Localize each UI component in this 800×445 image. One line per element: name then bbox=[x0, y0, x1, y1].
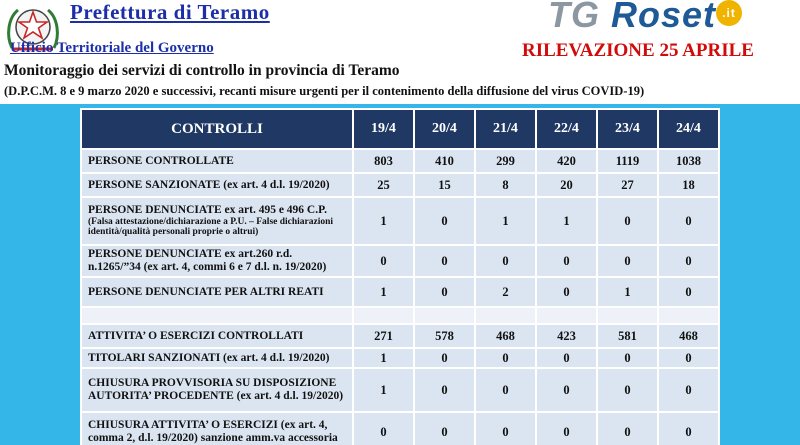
row-label: PERSONE SANZIONATE (ex art. 4 d.l. 19/2020) bbox=[81, 173, 353, 197]
table-cell: 0 bbox=[414, 245, 475, 277]
row-label: CHIUSURA ATTIVITA’ O ESERCIZI (ex art. 4, comma 2, d.l. 19/2020) sanzione amm.va accessoria bbox=[81, 412, 353, 445]
table-cell: 0 bbox=[536, 412, 597, 445]
table-cell: 299 bbox=[475, 149, 536, 173]
table-cell: 0 bbox=[658, 348, 719, 368]
table-row bbox=[81, 173, 720, 197]
table-cell: 0 bbox=[475, 348, 536, 368]
table-row bbox=[81, 277, 720, 307]
table-cell: 423 bbox=[536, 324, 597, 348]
row-label: PERSONE CONTROLLATE bbox=[81, 149, 353, 173]
table-cell: 0 bbox=[658, 277, 719, 307]
row-label bbox=[81, 197, 353, 245]
row-label: CHIUSURA PROVVISORIA SU DISPOSIZIONE AUTORITA’ PROCEDENTE (ex art. 4 d.l. 19/2020) bbox=[81, 368, 353, 412]
table-cell: 0 bbox=[475, 368, 536, 412]
table-cell: 0 bbox=[536, 277, 597, 307]
column-header-date: 20/4 bbox=[414, 109, 475, 149]
column-header-date: 24/4 bbox=[658, 109, 719, 149]
ufficio-subtitle: Ufficio Territoriale del Governo bbox=[10, 40, 214, 56]
table-row bbox=[81, 412, 720, 445]
table-cell: 420 bbox=[536, 149, 597, 173]
column-header-date: 23/4 bbox=[597, 109, 658, 149]
table-spacer-row bbox=[81, 307, 720, 324]
controls-table bbox=[80, 108, 720, 445]
column-header-controlli: CONTROLLI bbox=[81, 109, 353, 149]
row-label: TITOLARI SANZIONATI (ex art. 4 d.l. 19/2020) bbox=[81, 348, 353, 368]
page-title: Monitoraggio dei servizi di controllo in provincia di Teramo bbox=[4, 62, 400, 79]
table-cell: 0 bbox=[536, 348, 597, 368]
logo-dot-icon: .it bbox=[716, 0, 742, 26]
table-cell: 0 bbox=[414, 348, 475, 368]
table-cell: 27 bbox=[597, 173, 658, 197]
table-cell: 0 bbox=[597, 245, 658, 277]
table-cell: 0 bbox=[414, 368, 475, 412]
table-cell: 15 bbox=[414, 173, 475, 197]
rilevazione-label: RILEVAZIONE 25 APRILE bbox=[522, 40, 754, 61]
table-row bbox=[81, 197, 720, 245]
table-cell: 1038 bbox=[658, 149, 719, 173]
row-label: PERSONE DENUNCIATE ex art.260 r.d. n.1265/”34 (ex art. 4, commi 6 e 7 d.l. n. 19/2020) bbox=[81, 245, 353, 277]
column-header-date: 21/4 bbox=[475, 109, 536, 149]
column-header-date: 22/4 bbox=[536, 109, 597, 149]
table-cell: 2 bbox=[475, 277, 536, 307]
prefettura-title: Prefettura di Teramo bbox=[70, 0, 270, 24]
table-cell: 468 bbox=[475, 324, 536, 348]
table-cell: 0 bbox=[475, 245, 536, 277]
table-cell: 1 bbox=[597, 277, 658, 307]
table-cell: 18 bbox=[658, 173, 719, 197]
table-cell: 0 bbox=[475, 412, 536, 445]
table-cell: 25 bbox=[353, 173, 414, 197]
table-cell: 1 bbox=[353, 368, 414, 412]
table-cell: 578 bbox=[414, 324, 475, 348]
table-header-row bbox=[81, 109, 720, 149]
table-cell: 0 bbox=[414, 197, 475, 245]
table-cell: 803 bbox=[353, 149, 414, 173]
table-row bbox=[81, 348, 720, 368]
table-row bbox=[81, 245, 720, 277]
table-cell: 0 bbox=[658, 412, 719, 445]
table-cell: 8 bbox=[475, 173, 536, 197]
table-cell: 1 bbox=[353, 348, 414, 368]
row-label: ATTIVITA’ O ESERCIZI CONTROLLATI bbox=[81, 324, 353, 348]
table-cell: 0 bbox=[353, 412, 414, 445]
table-cell: 271 bbox=[353, 324, 414, 348]
table-row bbox=[81, 368, 720, 412]
row-label: PERSONE DENUNCIATE PER ALTRI REATI bbox=[81, 277, 353, 307]
table-row bbox=[81, 324, 720, 348]
table-cell: 0 bbox=[536, 368, 597, 412]
table-cell: 0 bbox=[658, 368, 719, 412]
controls-table-container bbox=[80, 108, 720, 445]
tg-roseto-logo[interactable]: TG Roset .it bbox=[548, 0, 742, 36]
table-cell: 1119 bbox=[597, 149, 658, 173]
table-cell: 410 bbox=[414, 149, 475, 173]
table-cell: 0 bbox=[658, 197, 719, 245]
table-cell: 0 bbox=[597, 197, 658, 245]
table-cell: 0 bbox=[536, 245, 597, 277]
table-cell: 581 bbox=[597, 324, 658, 348]
row-label-note: (Falsa attestazione/dichiarazione a P.U. – False dichiarazioni identità/qualità personali proprie o altrui) bbox=[88, 216, 334, 238]
table-row bbox=[81, 149, 720, 173]
table-cell: 0 bbox=[414, 412, 475, 445]
table-cell: 1 bbox=[475, 197, 536, 245]
table-cell: 0 bbox=[597, 412, 658, 445]
table-cell: 0 bbox=[597, 368, 658, 412]
table-cell: 0 bbox=[658, 245, 719, 277]
table-cell: 1 bbox=[353, 277, 414, 307]
table-cell: 0 bbox=[597, 348, 658, 368]
table-cell: 1 bbox=[536, 197, 597, 245]
column-header-edge bbox=[719, 109, 720, 149]
table-cell: 0 bbox=[414, 277, 475, 307]
page-subtitle: (D.P.C.M. 8 e 9 marzo 2020 e successivi, recanti misure urgenti per il contenimento della diffusione del virus COVID-19) bbox=[4, 84, 645, 98]
column-header-date: 19/4 bbox=[353, 109, 414, 149]
table-cell: 0 bbox=[353, 245, 414, 277]
row-label-main: PERSONE DENUNCIATE ex art. 495 e 496 C.P. bbox=[88, 204, 327, 217]
table-cell: 468 bbox=[658, 324, 719, 348]
table-cell: 20 bbox=[536, 173, 597, 197]
table-cell: 1 bbox=[353, 197, 414, 245]
